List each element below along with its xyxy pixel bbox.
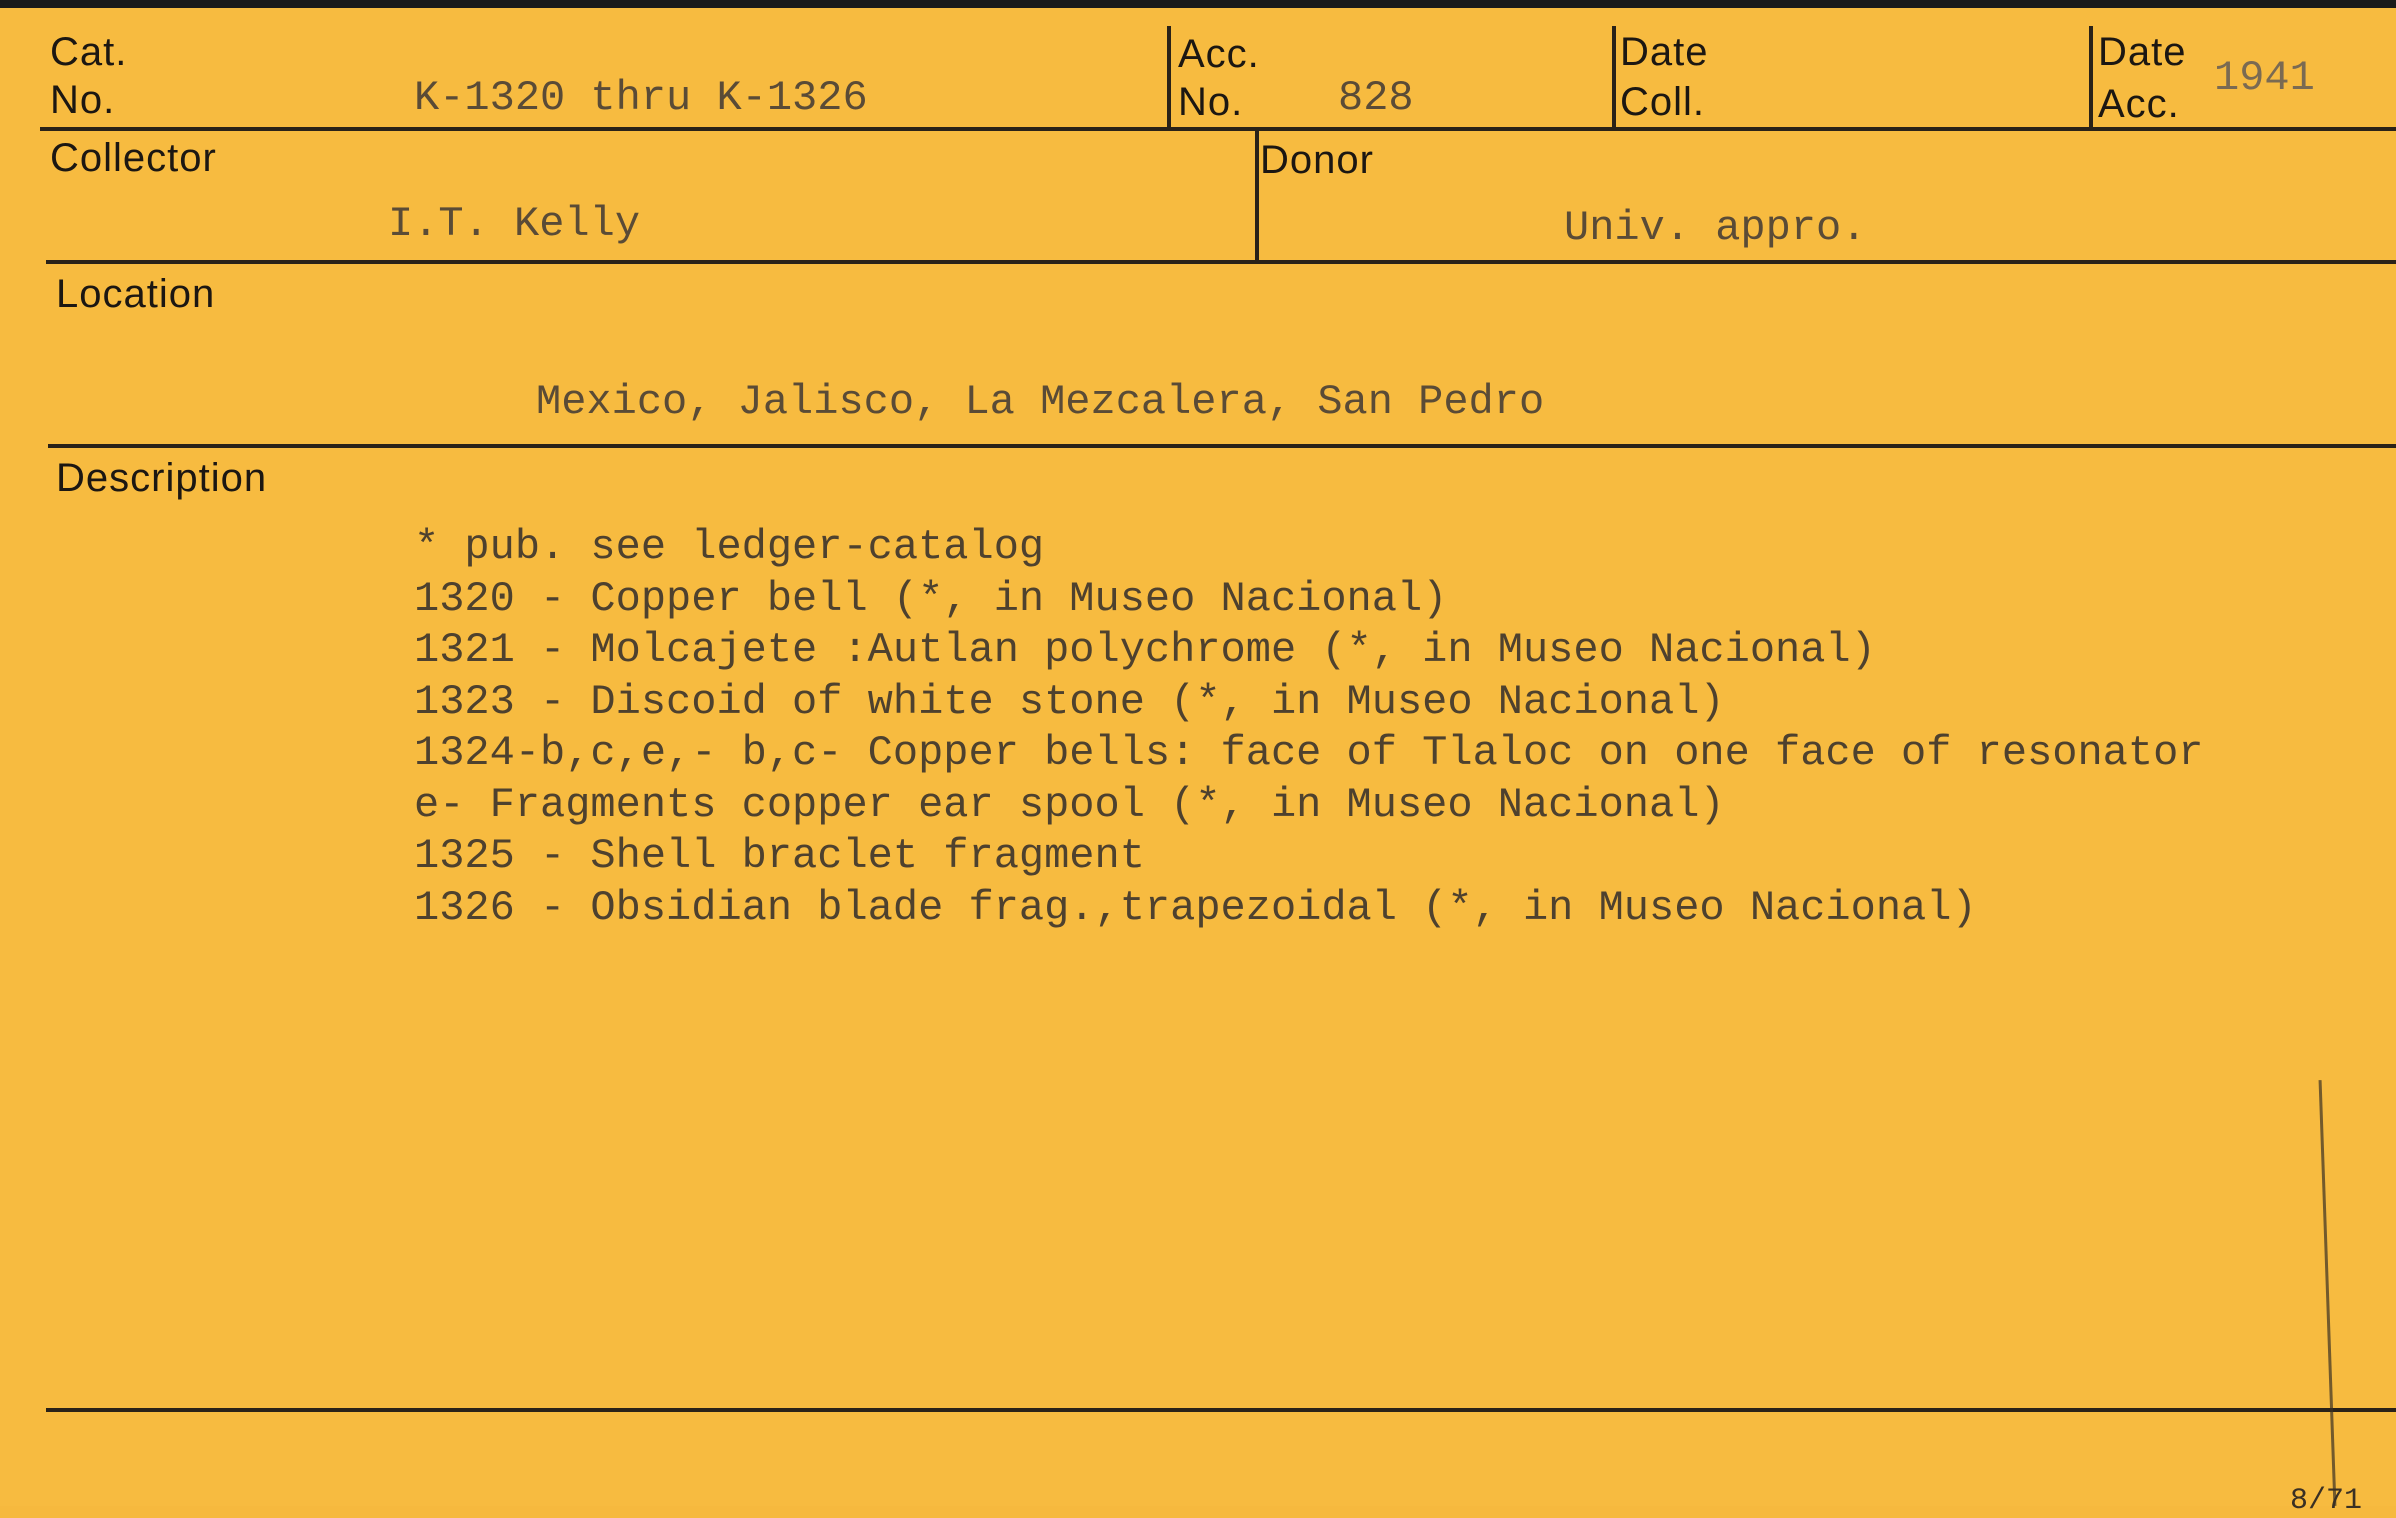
acc-no-value: 828 bbox=[1338, 74, 1414, 122]
cat-no-value: K-1320 thru K-1326 bbox=[414, 74, 868, 122]
collector-rule bbox=[46, 260, 2396, 264]
acc-label-line2: No. bbox=[1178, 80, 1244, 124]
cat-label-line2: No. bbox=[50, 78, 116, 122]
header-rule bbox=[40, 127, 2396, 131]
donor-label: Donor bbox=[1260, 138, 1374, 182]
description-line: 1325 - Shell braclet fragment bbox=[414, 832, 1145, 880]
location-value: Mexico, Jalisco, La Mezcalera, San Pedro bbox=[536, 378, 1545, 426]
card-top-edge bbox=[0, 0, 2396, 8]
location-label: Location bbox=[56, 272, 216, 316]
description-lines bbox=[414, 522, 2204, 934]
date-acc-label-line1: Date bbox=[2098, 30, 2187, 74]
description-line: 1324-b,c,e,- b,c- Copper bells: face of Tlaloc on one face of resonator bbox=[414, 729, 2204, 777]
description-line: e- Fragments copper ear spool (*, in Museo Nacional) bbox=[414, 780, 1725, 829]
description-line: 1321 - Molcajete :Autlan polychrome (*, in Museo Nacional) bbox=[414, 626, 1876, 674]
date-acc-value: 1941 bbox=[2214, 54, 2315, 102]
donor-value: Univ. appro. bbox=[1564, 204, 1867, 252]
description-line: * pub. see ledger-catalog bbox=[414, 523, 1045, 571]
location-rule bbox=[48, 444, 2396, 448]
date-acc-divider bbox=[2089, 26, 2093, 130]
description-line: 1326 - Obsidian blade frag.,trapezoidal (*, in Museo Nacional) bbox=[414, 883, 1977, 932]
date-coll-label-line2: Coll. bbox=[1620, 80, 1706, 124]
description-label: Description bbox=[56, 456, 268, 500]
acc-label-line1: Acc. bbox=[1178, 32, 1260, 76]
date-coll-label-line1: Date bbox=[1620, 30, 1709, 74]
bottom-rule bbox=[46, 1408, 2396, 1412]
date-acc-label-line2: Acc. bbox=[2098, 82, 2180, 126]
collector-value: I.T. Kelly bbox=[388, 200, 641, 248]
date-coll-divider bbox=[1612, 26, 1616, 130]
donor-divider bbox=[1255, 130, 1259, 264]
collector-label: Collector bbox=[50, 136, 217, 180]
card-right-edge bbox=[2319, 1080, 2337, 1506]
cat-label-line1: Cat. bbox=[50, 30, 128, 74]
description-line: 1320 - Copper bell (*, in Museo Nacional) bbox=[414, 574, 1448, 623]
corner-note: 8/71 bbox=[2289, 1484, 2362, 1518]
description-line: 1323 - Discoid of white stone (*, in Museo Nacional) bbox=[414, 677, 1725, 726]
acc-divider bbox=[1167, 26, 1171, 130]
